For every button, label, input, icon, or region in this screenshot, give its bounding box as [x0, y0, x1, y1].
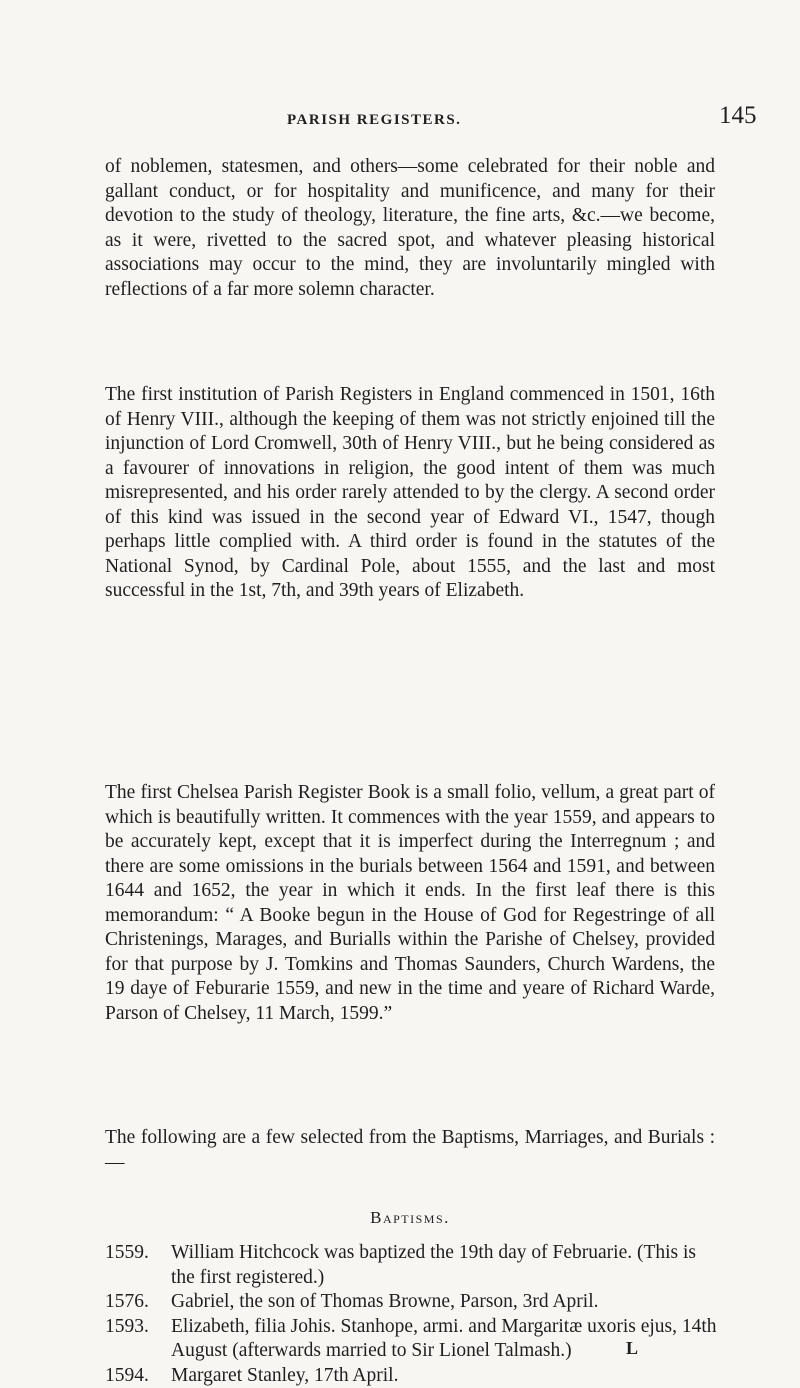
baptisms-heading: Baptisms. [0, 1208, 800, 1228]
paragraph-3: The first Chelsea Parish Register Book is a small folio, vellum, a great part of which is beautifully written. It commences with the year 1559, and appears to be accurately kept, except that it is imperfect during the Interregnum ; and there are some omissions in the burials between 1564 and 1591, and between 1644 and 1652, the year in which it ends. In the first leaf there is this memorandum: “ A Booke begun in the House of God for Regestringe of all Christenings, Marages, and Burialls within the Parishe of Chelsey, provided for that purpose by J. Tomkins and Thomas Saunders, Church Wardens, the 19 daye of Feburarie 1559, and new in the time and yeare of Richard Warde, Parson of Chelsey, 11 March, 1599.” [105, 781, 715, 1026]
entry-year: 1559. [105, 1241, 171, 1290]
list-item [105, 1290, 720, 1315]
signature-mark: L [626, 1338, 638, 1359]
entry-text: Gabriel, the son of Thomas Browne, Parson, 3rd April. [171, 1290, 720, 1315]
paragraph-2: The first institution of Parish Registers in England commenced in 1501, 16th of Henry VIII., although the keeping of them was not strictly enjoined till the injunction of Lord Cromwell, 30th of Henry VIII., but he being considered as a favourer of innovations in religion, the good intent of them was much misrepresented, and his order rarely attended to by the clergy. A second order of this kind was issued in the second year of Edward VI., 1547, though perhaps little complied with. A third order is found in the statutes of the National Synod, by Cardinal Pole, about 1555, and the last and most successful in the 1st, 7th, and 39th years of Elizabeth. [105, 383, 715, 604]
paragraph-4: The following are a few selected from the Baptisms, Marriages, and Burials :— [105, 1126, 715, 1175]
entry-year: 1594. [105, 1364, 171, 1388]
entry-text: William Hitchcock was baptized the 19th day of Februarie. (This is the first registered.) [171, 1241, 720, 1290]
list-item [105, 1241, 720, 1290]
page-number: 145 [719, 102, 757, 130]
entry-text: Margaret Stanley, 17th April. [171, 1364, 720, 1388]
entry-year: 1593. [105, 1315, 171, 1364]
list-item [105, 1364, 720, 1388]
paragraph-1: of noblemen, statesmen, and others—some celebrated for their noble and gallant conduct, or for hospitality and munificence, and many for their devotion to the study of theology, literature, the fine arts, &c.—we become, as it were, rivetted to the sacred spot, and whatever pleasing historical associations may occur to the mind, they are involuntarily mingled with reflections of a far more solemn character. [105, 155, 715, 302]
running-head: PARISH REGISTERS. [287, 112, 461, 129]
baptisms-list [105, 1241, 720, 1388]
entry-text: Elizabeth, filia Johis. Stanhope, armi. and Margaritæ uxoris ejus, 14th August (afterwards married to Sir Lionel Talmash.) [171, 1315, 720, 1364]
entry-year: 1576. [105, 1290, 171, 1315]
